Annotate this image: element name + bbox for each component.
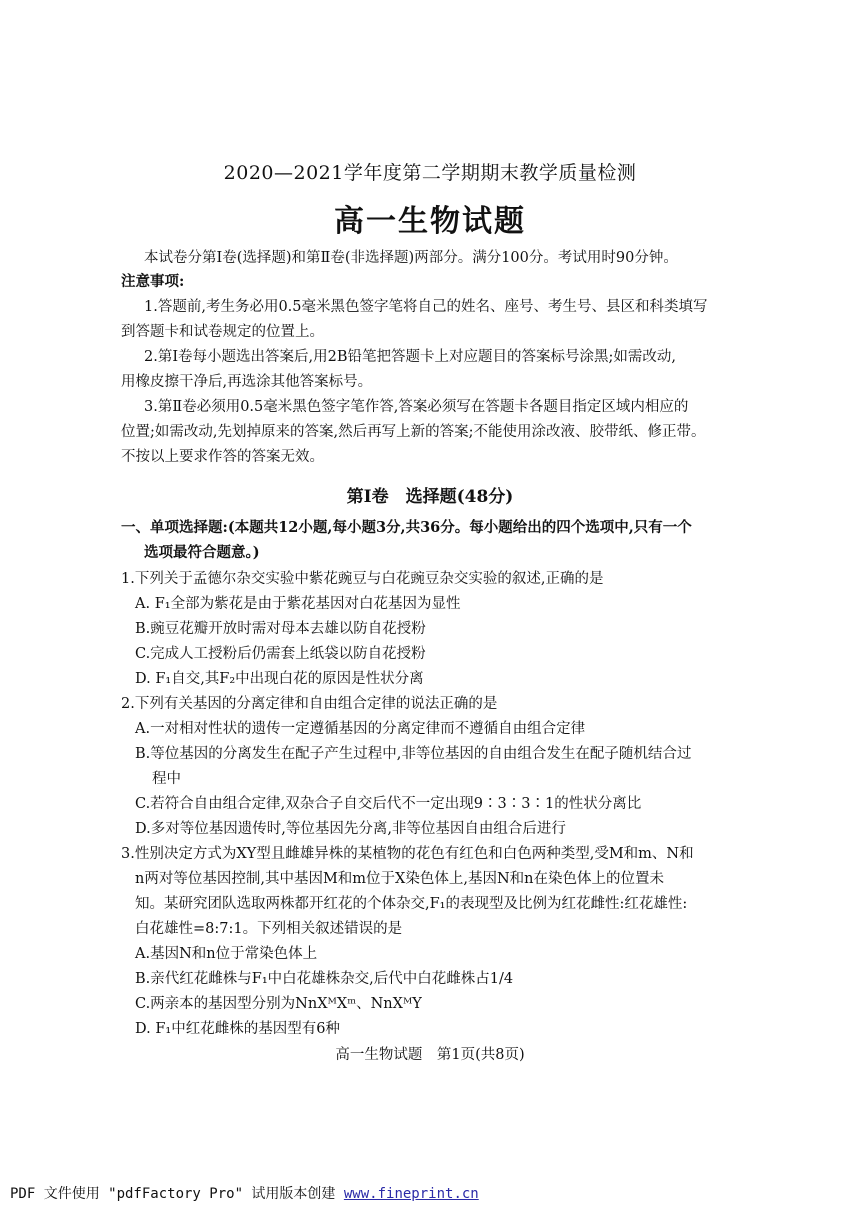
q2-option-c: C.若符合自由组合定律,双杂合子自交后代不一定出现9∶3∶3∶1的性状分离比 [135, 796, 642, 812]
notice-2b: 用橡皮擦干净后,再选涂其他答案标号。 [121, 374, 373, 390]
section-instruction-cont: 选项最符合题意。) [144, 544, 260, 561]
q1-option-b: B.豌豆花瓣开放时需对母本去雄以防自花授粉 [135, 621, 426, 637]
q3-stem-cont3: 白花雄性=8:7:1。下列相关叙述错误的是 [135, 921, 403, 937]
q3-option-d: D. F₁中红花雌株的基因型有6种 [135, 1021, 340, 1037]
q2-option-d: D.多对等位基因遗传时,等位基因先分离,非等位基因自由组合后进行 [135, 821, 566, 837]
section-instruction: 一、单项选择题:(本题共12小题,每小题3分,共36分。每小题给出的四个选项中,只有一个 [121, 519, 692, 536]
q3-stem-cont1: n两对等位基因控制,其中基因M和m位于X染色体上,基因N和n在染色体上的位置未 [135, 871, 664, 887]
notice-3a: 3.第Ⅱ卷必须用0.5毫米黑色签字笔作答,答案必须写在答题卡各题目指定区域内相应的 [144, 399, 689, 415]
q3-stem: 3.性别决定方式为XY型且雌雄异株的某植物的花色有红色和白色两种类型,受M和m、N和 [121, 846, 694, 862]
q3-option-a: A.基因N和n位于常染色体上 [135, 946, 318, 962]
notice-heading: 注意事项: [121, 273, 185, 290]
notice-3c: 不按以上要求作答的答案无效。 [121, 449, 324, 465]
notice-3b: 位置;如需改动,先划掉原来的答案,然后再写上新的答案;不能使用涂改液、胶带纸、修正带。 [121, 424, 706, 440]
q2-option-a: A.一对相对性状的遗传一定遵循基因的分离定律而不遵循自由组合定律 [135, 721, 586, 737]
q1-option-d: D. F₁自交,其F₂中出现白花的原因是性状分离 [135, 671, 424, 687]
q1-option-a: A. F₁全部为紫花是由于紫花基因对白花基因为显性 [135, 596, 461, 612]
q2-option-b: B.等位基因的分离发生在配子产生过程中,非等位基因的自由组合发生在配子随机结合过 [135, 746, 692, 762]
q3-option-b: B.亲代红花雌株与F₁中白花雄株杂交,后代中白花雌株占1/4 [135, 971, 514, 987]
q3-stem-cont2: 知。某研究团队选取两株都开红花的个体杂交,F₁的表现型及比例为红花雌性:红花雄性: [135, 896, 688, 912]
page-footer: 高一生物试题 第1页(共8页) [335, 1047, 525, 1063]
pdf-watermark [10, 1183, 479, 1203]
q2-option-b-cont: 程中 [152, 771, 181, 787]
q3-option-c: C.两亲本的基因型分别为NnXᴹXᵐ、NnXᴹY [135, 996, 422, 1012]
watermark-link[interactable]: www.fineprint.cn [343, 1186, 479, 1202]
watermark-text: PDF 文件使用 "pdfFactory Pro" 试用版本创建 [10, 1186, 344, 1202]
q1-stem: 1.下列关于孟德尔杂交实验中紫花豌豆与白花豌豆杂交实验的叙述,正确的是 [121, 571, 604, 587]
notice-1b: 到答题卡和试卷规定的位置上。 [121, 324, 324, 340]
q2-stem: 2.下列有关基因的分离定律和自由组合定律的说法正确的是 [121, 696, 498, 712]
intro-line: 本试卷分第Ⅰ卷(选择题)和第Ⅱ卷(非选择题)两部分。满分100分。考试用时90分钟。 [144, 250, 678, 266]
notice-2a: 2.第Ⅰ卷每小题选出答案后,用2B铅笔把答题卡上对应题目的答案标号涂黑;如需改动, [144, 349, 677, 365]
section-title: 第Ⅰ卷 选择题(48分) [346, 487, 514, 507]
notice-1a: 1.答题前,考生务必用0.5毫米黑色签字笔将自己的姓名、座号、考生号、县区和科类填写 [144, 299, 708, 315]
q1-option-c: C.完成人工授粉后仍需套上纸袋以防自花授粉 [135, 646, 426, 662]
subject-title: 高一生物试题 [334, 204, 526, 239]
exam-title: 2020—2021学年度第二学期期末教学质量检测 [223, 162, 637, 184]
